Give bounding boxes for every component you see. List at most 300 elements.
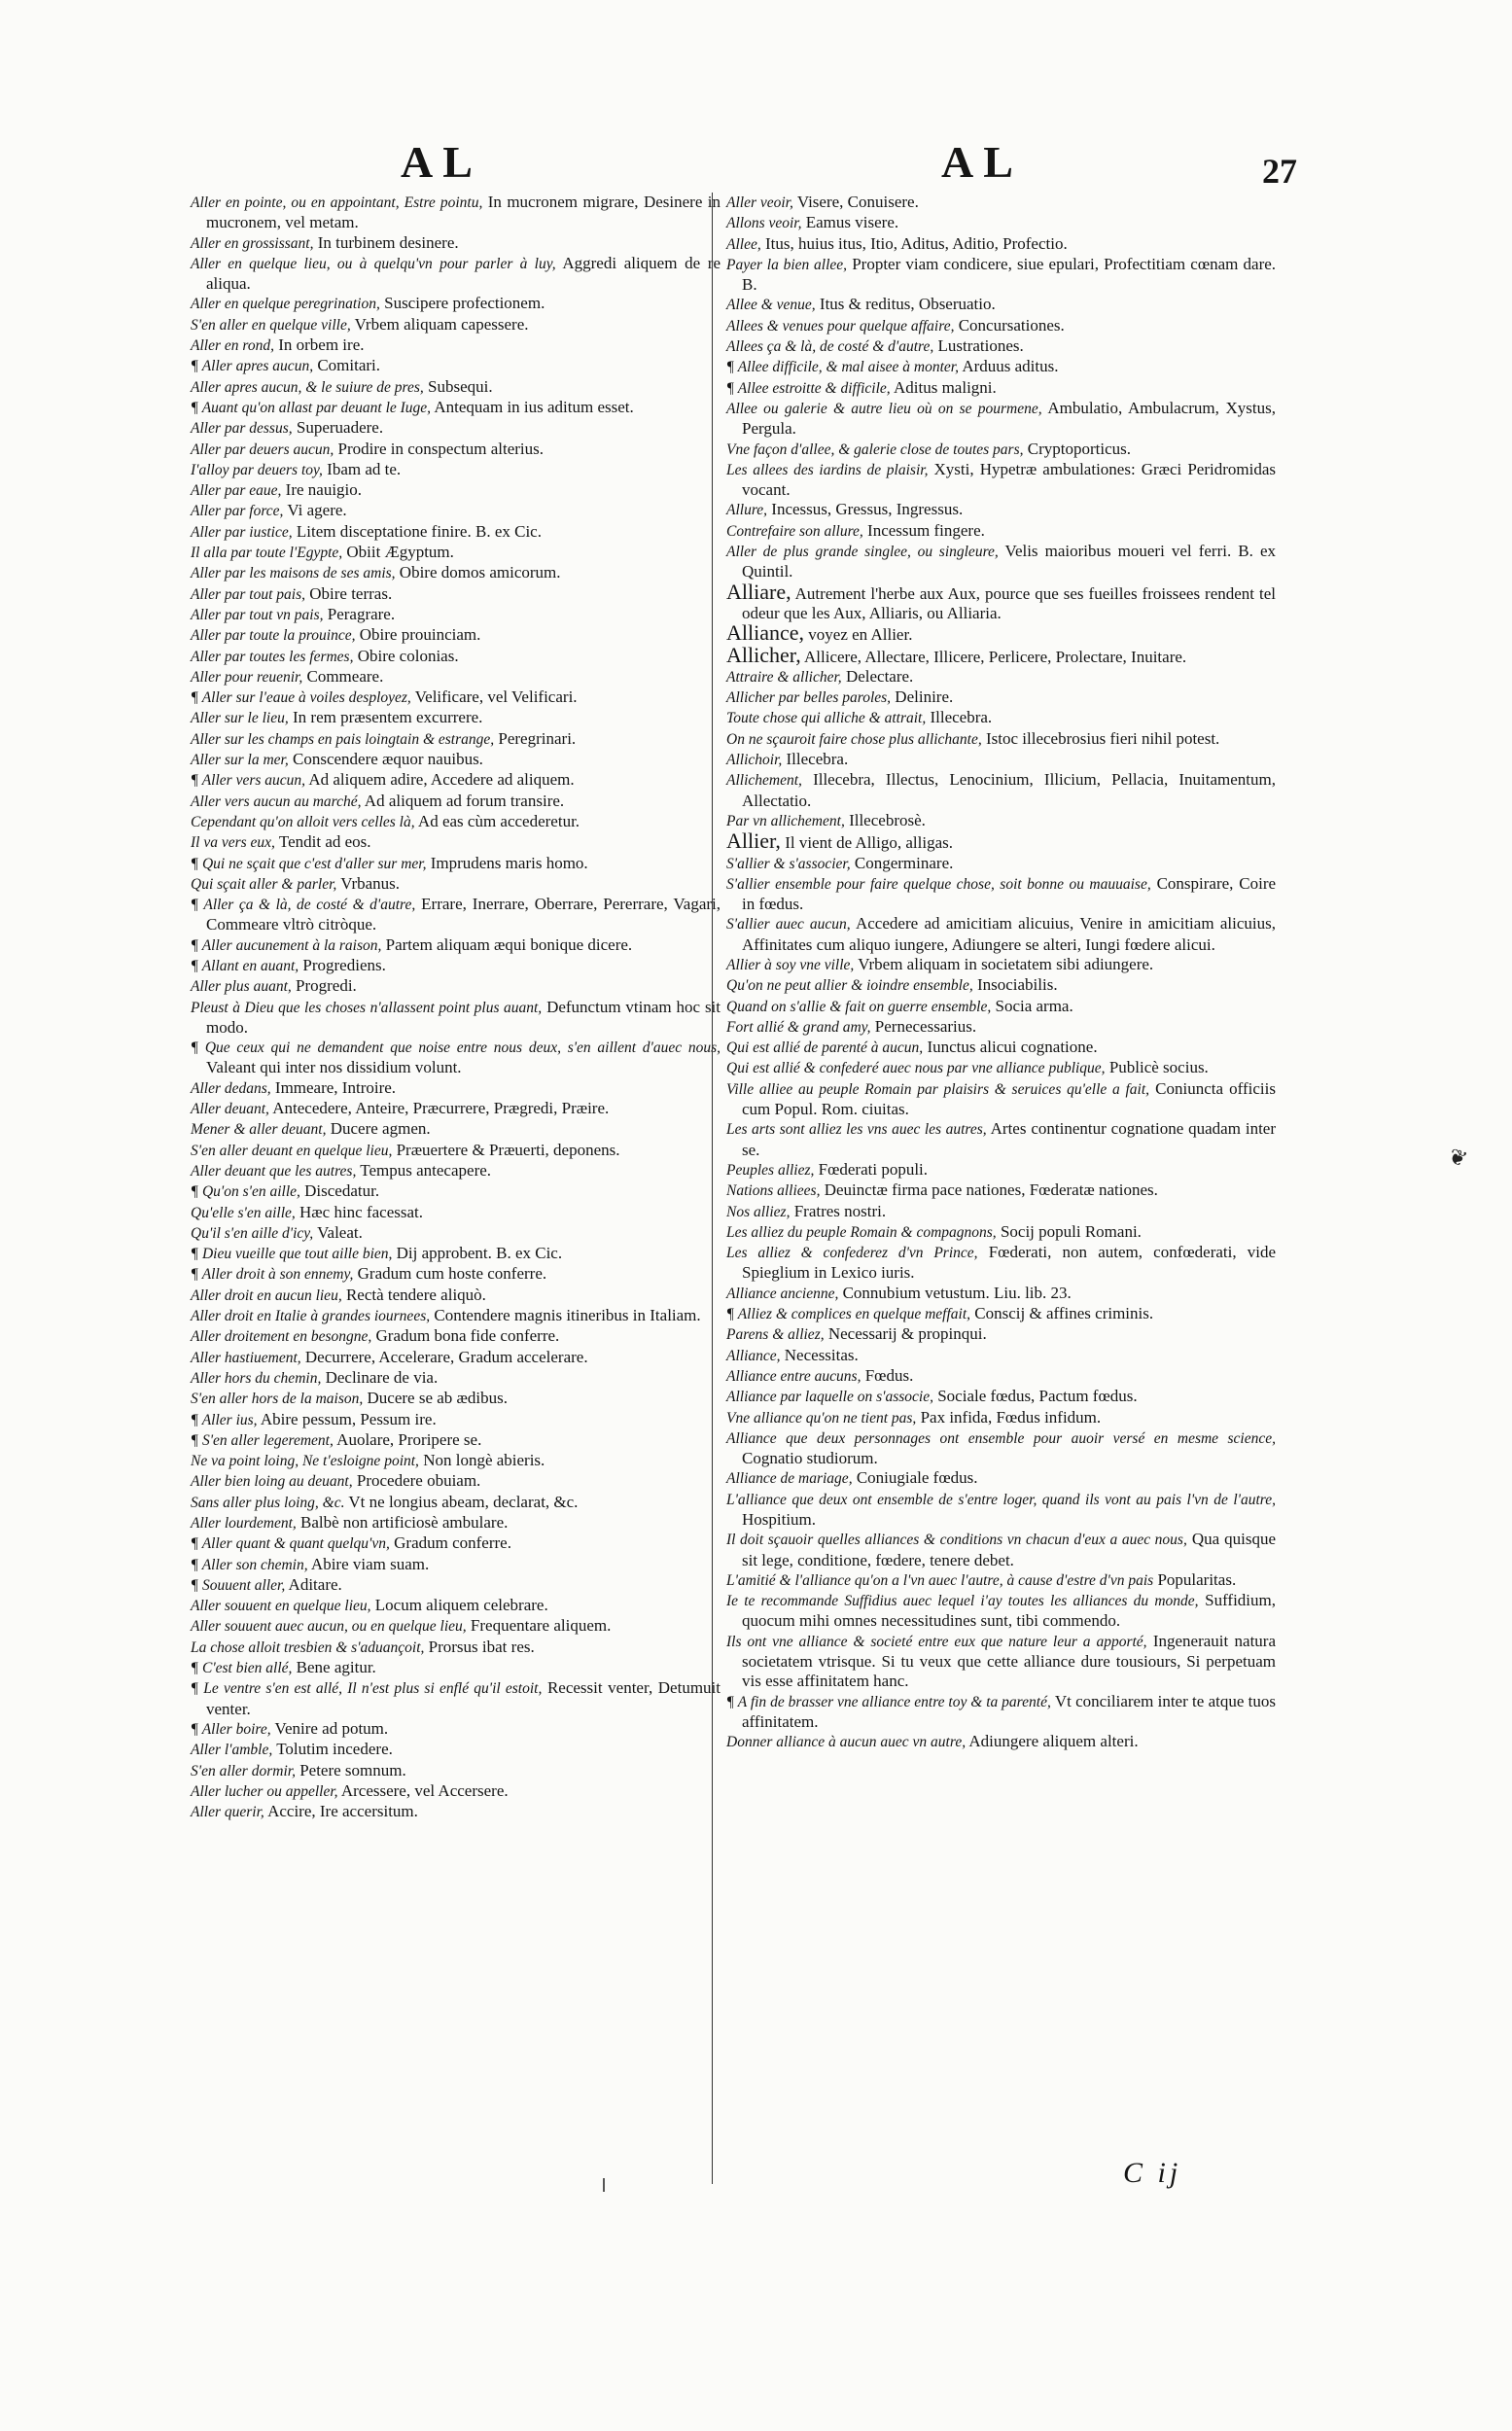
entry-latin: Peregrinari. xyxy=(498,728,577,748)
entry-french: Aller hastiuement, xyxy=(191,1349,301,1366)
entry-latin: Bene agitur. xyxy=(296,1658,376,1677)
entry-french: Aller en pointe, ou en appointant, Estre pointu, xyxy=(191,194,483,211)
dictionary-entry xyxy=(191,1781,721,1802)
dictionary-entry xyxy=(726,378,1276,399)
entry-latin: Errare, Inerrare, Oberrare, Pererrare, Vagari, Commeare vltrò citròque. xyxy=(206,895,721,934)
entry-latin: Declinare de via. xyxy=(325,1367,439,1387)
dictionary-entry xyxy=(191,1719,721,1740)
dictionary-entry xyxy=(726,1387,1276,1407)
entry-latin: Auolare, Proripere se. xyxy=(336,1429,482,1449)
entry-french: S'en aller deuant en quelque lieu, xyxy=(191,1142,393,1159)
entry-latin: Itus & reditus, Obseruatio. xyxy=(819,295,996,314)
dictionary-entry xyxy=(726,1632,1276,1692)
entry-french: Aller sur la mer, xyxy=(191,752,289,769)
dictionary-entry xyxy=(191,998,721,1039)
entry-latin: Incessum fingere. xyxy=(867,520,985,540)
entry-french: Aller veoir, xyxy=(726,194,793,211)
dictionary-entry xyxy=(191,233,721,254)
entry-latin: Antequam in ius aditum esset. xyxy=(434,397,634,416)
signature-mark: C ij xyxy=(1123,2157,1182,2189)
dictionary-entry xyxy=(726,1692,1276,1733)
entry-french: Aller par eaue, xyxy=(191,482,282,500)
entry-latin: Ire nauigio. xyxy=(285,480,363,500)
dictionary-entry xyxy=(726,579,1277,624)
entry-french: Aller par toute la prouince, xyxy=(191,627,356,645)
dictionary-entry xyxy=(726,770,1276,811)
dictionary-entry xyxy=(191,1802,721,1822)
entry-latin: Incessus, Gressus, Ingressus. xyxy=(771,500,964,519)
entry-french: L'amitié & l'alliance qu'on a l'vn auec l'autre, à cause d'estre d'vn pais xyxy=(726,1571,1154,1589)
entry-latin: Litem disceptatione finire. B. ex Cic. xyxy=(296,521,542,541)
dictionary-entry xyxy=(726,828,1276,854)
entry-french: ¶ Aller quant & quant quelqu'vn, xyxy=(191,1535,390,1553)
entry-french: ¶ S'en aller legerement, xyxy=(191,1431,334,1449)
dictionary-entry xyxy=(191,460,721,480)
entry-latin: Illecebra. xyxy=(786,750,849,769)
entry-french: Alliance ancienne, xyxy=(726,1285,839,1302)
dictionary-entry xyxy=(726,708,1276,728)
dictionary-entry xyxy=(726,687,1276,708)
entry-latin: Necessitas. xyxy=(784,1345,859,1364)
entry-french: ¶ Aller droit à son ennemy, xyxy=(191,1266,354,1284)
entry-french: Aller droitement en besongne, xyxy=(191,1328,372,1346)
entry-latin: Xysti, Hypetræ ambulationes: Græci Peridromidas vocant. xyxy=(742,459,1277,500)
dictionary-entry xyxy=(191,193,721,233)
entry-latin: Fratres nostri. xyxy=(793,1201,887,1220)
entry-latin: Ducere se ab ædibus. xyxy=(367,1389,508,1408)
dictionary-entry xyxy=(726,1222,1276,1243)
entry-french: Mener & aller deuant, xyxy=(191,1121,327,1139)
entry-french: Alliare, xyxy=(726,579,791,604)
entry-french: Il va vers eux, xyxy=(191,834,275,852)
entry-latin: Qua quisque sit lege, conditione, fœdere, tenere debet. xyxy=(742,1530,1276,1569)
entry-french: Qu'il s'en aille d'icy, xyxy=(191,1224,314,1242)
dictionary-entry xyxy=(191,522,721,543)
entry-latin: Partem aliquam æqui bonique dicere. xyxy=(385,934,633,954)
entry-latin: Socia arma. xyxy=(995,996,1073,1015)
dictionary-entry xyxy=(191,854,721,874)
entry-latin: Contendere magnis itineribus in Italiam. xyxy=(434,1306,701,1325)
dictionary-entry xyxy=(191,1306,721,1326)
entry-french: ¶ C'est bien allé, xyxy=(191,1660,293,1677)
entry-latin: Velificare, vel Velificari. xyxy=(414,687,578,707)
entry-french: ¶ Aller sur l'eaue à voiles desployez, xyxy=(191,689,411,707)
entry-french: ¶ Allee estroitte & difficile, xyxy=(726,379,891,397)
entry-latin: Propter viam condicere, siue epulari, Profectitiam cœnam dare. B. xyxy=(742,254,1277,295)
entry-french: Aller deuant que les autres, xyxy=(191,1162,357,1180)
entry-latin: Visere, Conuisere. xyxy=(796,193,919,211)
dictionary-entry xyxy=(191,377,721,398)
entry-latin: Tempus antecapere. xyxy=(360,1160,492,1180)
entry-french: ¶ Souuent aller, xyxy=(191,1576,286,1594)
entry-latin: Istoc illecebrosius fieri nihil potest. xyxy=(986,728,1220,748)
entry-french: S'en aller dormir, xyxy=(191,1762,296,1779)
entry-french: Toute chose qui alliche & attrait, xyxy=(726,710,927,727)
entry-french: S'en aller hors de la maison, xyxy=(191,1391,364,1408)
dictionary-entry xyxy=(191,1575,721,1596)
entry-french: Qui sçait aller & parler, xyxy=(191,875,337,893)
entry-french: Aller bien loing au deuant, xyxy=(191,1473,353,1491)
dictionary-entry xyxy=(191,1244,721,1264)
dictionary-entry xyxy=(726,399,1276,440)
dictionary-entry xyxy=(191,254,721,295)
entry-latin: Gradum conferre. xyxy=(394,1533,511,1553)
entry-french: Alliance, xyxy=(726,620,805,646)
entry-latin: Vrbem aliquam in societatem sibi adiungere. xyxy=(858,954,1154,973)
entry-latin: Vrbem aliquam capessere. xyxy=(354,314,529,334)
dictionary-entry xyxy=(726,1304,1276,1324)
entry-latin: Subsequi. xyxy=(428,376,493,396)
entry-french: Les alliez du peuple Romain & compagnons, xyxy=(726,1223,997,1241)
dictionary-entry xyxy=(726,255,1276,296)
dictionary-entry xyxy=(191,1740,721,1760)
dictionary-entry xyxy=(191,708,721,728)
entry-latin: Fœderati populi. xyxy=(818,1159,929,1179)
entry-latin: Delectare. xyxy=(845,666,914,686)
dictionary-entry xyxy=(191,1286,721,1306)
dictionary-entry xyxy=(726,620,1276,646)
entry-french: Allee & venue, xyxy=(726,297,816,314)
entry-french: Aller deuant, xyxy=(191,1101,269,1118)
entry-french: Aller apres aucun, & le suiure de pres, xyxy=(191,378,424,396)
entry-french: Quand on s'allie & fait on guerre ensemble, xyxy=(726,998,992,1015)
entry-french: Alliance que deux personnages ont ensemble pour auoir versé en mesme science, xyxy=(726,1429,1276,1447)
entry-french: Aller par deuers aucun, xyxy=(191,440,334,458)
entry-french: Il doit sçauoir quelles alliances & conditions vn chacun d'eux a auec nous, xyxy=(726,1532,1187,1549)
dictionary-entry xyxy=(726,1346,1276,1366)
entry-latin: Congerminare. xyxy=(854,853,954,872)
entry-french: Les allees des iardins de plaisir, xyxy=(726,461,929,478)
entry-latin: Progrediens. xyxy=(302,955,386,974)
entry-latin: Vrbanus. xyxy=(340,873,401,893)
dictionary-entry xyxy=(191,1223,721,1244)
dictionary-entry xyxy=(726,1180,1276,1201)
right-column xyxy=(712,193,1276,2184)
entry-french: Aller lucher ou appeller, xyxy=(191,1782,338,1800)
entry-french: Aller querir, xyxy=(191,1804,264,1821)
dictionary-entry xyxy=(191,792,721,812)
dictionary-entry xyxy=(726,295,1276,315)
dictionary-entry xyxy=(191,335,721,356)
entry-french: Aller plus auant, xyxy=(191,978,292,996)
entry-french: On ne sçauroit faire chose plus allichante, xyxy=(726,730,982,748)
dictionary-entry xyxy=(191,1638,721,1658)
entry-french: Aller lourdement, xyxy=(191,1515,297,1532)
entry-latin: Arduus aditus. xyxy=(962,357,1059,376)
dictionary-entry xyxy=(726,1038,1276,1058)
entry-french: S'allier auec aucun, xyxy=(726,916,851,934)
entry-french: Allicher par belles paroles, xyxy=(726,689,892,707)
entry-french: Aller en rond, xyxy=(191,337,274,355)
entry-latin: Eamus visere. xyxy=(805,213,899,232)
entry-latin: Non longè abieris. xyxy=(423,1451,545,1470)
dictionary-entry xyxy=(726,1160,1276,1180)
entry-latin: Ad aliquem ad forum transire. xyxy=(364,791,565,810)
entry-latin: Petere somnum. xyxy=(299,1760,406,1779)
entry-french: Allees & venues pour quelque affaire, xyxy=(726,317,955,335)
entry-french: Nations alliees, xyxy=(726,1182,821,1200)
entry-latin: Accedere ad amicitiam alicuius, Venire in amicitiam alicuius, Affinitates cum aliquo iungere, Adiungere se alteri, Iungi fœdere alicui. xyxy=(742,914,1276,954)
entry-latin: Præuertere & Præuerti, deponens. xyxy=(396,1140,620,1159)
dictionary-entry xyxy=(191,956,721,976)
entry-latin: Cognatio studiorum. xyxy=(742,1449,878,1468)
dictionary-entry xyxy=(191,895,721,935)
entry-french: Aller droit en Italie à grandes iournees, xyxy=(191,1308,431,1325)
entry-french: Il alla par toute l'Egypte, xyxy=(191,545,343,562)
entry-latin: Decurrere, Accelerare, Gradum accelerare. xyxy=(304,1347,588,1366)
dictionary-entry xyxy=(191,563,721,583)
entry-latin: Vi agere. xyxy=(287,501,347,520)
entry-french: La chose alloit tresbien & s'aduançoit, xyxy=(191,1638,425,1656)
dictionary-entry xyxy=(726,667,1276,687)
entry-french: Ne va point loing, Ne t'esloigne point, xyxy=(191,1453,419,1470)
entry-french: Allees ça & là, de costé & d'autre, xyxy=(726,338,934,356)
entry-latin: Ducere agmen. xyxy=(330,1119,431,1139)
entry-french: S'allier ensemble pour faire quelque chose, soit bonne ou mauuaise, xyxy=(726,875,1151,893)
entry-french: Aller dedans, xyxy=(191,1079,271,1097)
entry-latin: Commeare. xyxy=(306,666,384,686)
dictionary-entry xyxy=(191,1513,721,1533)
entry-french: Allicher, xyxy=(726,642,801,667)
dictionary-entry xyxy=(191,294,721,314)
dictionary-entry xyxy=(191,1471,721,1492)
entry-latin: Illecebra, Illectus, Lenocinium, Illicium, Pellacia, Inuitamentum, Allectatio. xyxy=(742,770,1276,810)
dictionary-entry xyxy=(191,543,721,563)
entry-latin: Prodire in conspectum alterius. xyxy=(337,439,544,458)
entry-latin: Velis maioribus moueri vel ferri. B. ex Quintil. xyxy=(742,542,1276,581)
dictionary-entry xyxy=(726,193,1276,213)
dictionary-entry xyxy=(191,356,721,376)
entry-french: Alliance, xyxy=(726,1347,781,1364)
entry-latin: Superuadere. xyxy=(296,418,384,438)
entry-french: Ie te recommande Suffidius auec lequel i'ay toutes les alliances du monde, xyxy=(726,1593,1199,1610)
dictionary-entry xyxy=(726,1058,1276,1078)
entry-french: Aller souuent en quelque lieu, xyxy=(191,1598,371,1615)
dictionary-entry xyxy=(191,418,721,439)
dictionary-entry xyxy=(191,1616,721,1637)
dictionary-entry xyxy=(191,935,721,956)
entry-french: ¶ Allant en auant, xyxy=(191,957,299,974)
dictionary-entry xyxy=(726,1408,1276,1428)
entry-french: Peuples alliez, xyxy=(726,1161,815,1179)
dictionary-entry xyxy=(726,1732,1276,1752)
entry-french: ¶ Aller son chemin, xyxy=(191,1556,308,1573)
entry-latin: Adiungere aliquem alteri. xyxy=(968,1732,1139,1751)
entry-latin: Dij approbent. B. ex Cic. xyxy=(396,1244,563,1263)
dictionary-entry xyxy=(191,1348,721,1368)
page-number: 27 xyxy=(1262,152,1297,191)
entry-french: Payer la bien allee, xyxy=(726,256,848,273)
dictionary-entry xyxy=(191,1555,721,1575)
entry-french: Fort allié & grand amy, xyxy=(726,1018,871,1036)
entry-latin: Abire pessum, Pessum ire. xyxy=(260,1409,437,1428)
entry-latin: Frequentare aliquem. xyxy=(470,1616,612,1636)
dictionary-entry xyxy=(191,584,721,605)
entry-latin: Conscij & affines criminis. xyxy=(974,1304,1154,1323)
entry-french: ¶ Qui ne sçait que c'est d'aller sur mer, xyxy=(191,855,427,872)
entry-latin: Coniugiale fœdus. xyxy=(856,1468,978,1488)
entry-french: Qu'on ne peut allier & ioindre ensemble, xyxy=(726,977,973,995)
dictionary-entry xyxy=(726,357,1276,377)
dictionary-entry xyxy=(191,1326,721,1347)
entry-french: L'alliance que deux ont ensemble de s'entre loger, quand ils vont au pais l'vn de l'autre, xyxy=(726,1491,1276,1508)
dictionary-entry xyxy=(726,642,1276,667)
entry-french: S'en aller en quelque ville, xyxy=(191,316,351,334)
dictionary-entry xyxy=(726,975,1276,996)
entry-latin: In rem præsentem excurrere. xyxy=(293,708,483,727)
entry-french: Aller hors du chemin, xyxy=(191,1369,322,1387)
entry-latin: Obire terras. xyxy=(309,583,393,603)
dictionary-entry xyxy=(191,1658,721,1678)
entry-latin: Aditus maligni. xyxy=(893,377,997,397)
dictionary-entry xyxy=(191,1493,721,1513)
dictionary-entry xyxy=(726,1079,1276,1120)
entry-french: Allier à soy vne ville, xyxy=(726,956,855,973)
entry-french: ¶ Aller ius, xyxy=(191,1411,258,1428)
dictionary-entry xyxy=(726,1243,1276,1284)
entry-french: Parens & alliez, xyxy=(726,1326,825,1344)
dictionary-entry xyxy=(191,1368,721,1389)
entry-french: ¶ Aller aucunement à la raison, xyxy=(191,936,382,954)
entry-french: Aller par iustice, xyxy=(191,523,293,541)
entry-latin: Valeat. xyxy=(317,1222,363,1242)
entry-french: Aller par dessus, xyxy=(191,420,293,438)
entry-latin: Allicere, Allectare, Illicere, Perlicere, Prolectare, Inuitare. xyxy=(804,647,1187,666)
entry-latin: Gradum cum hoste conferre. xyxy=(357,1264,547,1284)
entry-french: Ville alliee au peuple Romain par plaisirs & seruices qu'elle a fait, xyxy=(726,1080,1150,1098)
entry-latin: Defunctum vtinam hoc sit modo. xyxy=(206,997,721,1037)
entry-latin: Locum aliquem celebrare. xyxy=(374,1596,548,1615)
entry-french: Les alliez & confederez d'vn Prince, xyxy=(726,1245,978,1262)
dictionary-entry xyxy=(191,1264,721,1285)
entry-french: Allee ou galerie & autre lieu où on se pourmene, xyxy=(726,400,1042,417)
entry-french: ¶ Aller vers aucun, xyxy=(191,772,306,790)
dictionary-entry xyxy=(726,997,1276,1017)
entry-latin: Obire prouinciam. xyxy=(359,625,481,645)
entry-latin: Popularitas. xyxy=(1157,1569,1237,1589)
entry-french: Aller pour reuenir, xyxy=(191,668,303,686)
entry-latin: Gradum bona fide conferre. xyxy=(375,1326,560,1346)
dictionary-entry xyxy=(191,1099,721,1119)
dictionary-entry xyxy=(191,1761,721,1781)
dictionary-entry xyxy=(726,336,1276,357)
entry-latin: Artes continentur cognatione quadam inter se. xyxy=(742,1119,1277,1159)
entry-latin: In turbinem desinere. xyxy=(317,232,459,252)
entry-latin: Abire viam suam. xyxy=(310,1554,430,1573)
entry-french: ¶ A fin de brasser vne alliance entre toy & ta parenté, xyxy=(726,1693,1051,1710)
entry-latin: Procedere obuiam. xyxy=(356,1471,481,1491)
dictionary-entry xyxy=(191,1181,721,1202)
dictionary-entry xyxy=(726,213,1276,233)
dictionary-entry xyxy=(191,1451,721,1471)
entry-latin: Valeant qui inter nos dissidium volunt. xyxy=(206,1058,462,1077)
entry-french: Aller droit en aucun lieu, xyxy=(191,1286,342,1304)
dictionary-entry xyxy=(726,234,1276,255)
entry-latin: Prorsus ibat res. xyxy=(428,1637,535,1656)
dictionary-entry xyxy=(191,874,721,895)
entry-french: Aller par toutes les fermes, xyxy=(191,648,354,665)
entry-french: ¶ Aller ça & là, de costé & d'autre, xyxy=(191,897,416,914)
entry-latin: Ad aliquem adire, Accedere ad aliquem. xyxy=(308,770,575,790)
entry-french: Vne façon d'allee, & galerie close de toutes pars, xyxy=(726,440,1024,458)
entry-french: ¶ Aller boire, xyxy=(191,1720,271,1738)
entry-french: Aller vers aucun au marché, xyxy=(191,793,362,810)
entry-french: Alliance de mariage, xyxy=(726,1470,853,1488)
entry-latin: Suscipere profectionem. xyxy=(384,294,545,313)
dictionary-entry xyxy=(191,1430,721,1451)
dictionary-entry xyxy=(191,1389,721,1409)
entry-french: ¶ Que ceux qui ne demandent que noise entre nous deux, s'en aillent d'auec nous, xyxy=(191,1039,721,1057)
entry-french: Aller souuent auec aucun, ou en quelque lieu, xyxy=(191,1618,467,1636)
entry-french: Aller par tout pais, xyxy=(191,585,305,603)
dictionary-entry xyxy=(191,1596,721,1616)
dictionary-entry xyxy=(191,625,721,646)
dictionary-entry xyxy=(191,440,721,460)
entry-latin: Discedatur. xyxy=(304,1181,380,1201)
entry-french: Aller en quelque lieu, ou à quelqu'vn pour parler à luy, xyxy=(191,255,556,272)
entry-latin: Illecebra. xyxy=(930,708,993,727)
entry-french: ¶ Le ventre s'en est allé, Il n'est plus si enflé qu'il estoit, xyxy=(191,1680,543,1698)
left-column xyxy=(191,193,721,1822)
dictionary-entry xyxy=(726,521,1276,542)
dictionary-entry xyxy=(191,1678,721,1719)
entry-french: Aller par force, xyxy=(191,503,284,520)
entry-latin: Connubium vetustum. Liu. lib. 23. xyxy=(842,1283,1072,1302)
dictionary-entry xyxy=(726,440,1276,460)
entry-french: Ils ont vne alliance & societé entre eux que nature leur a apporté, xyxy=(726,1633,1147,1650)
entry-french: Aller l'amble, xyxy=(191,1742,273,1759)
entry-latin: Iunctus alicui cognatione. xyxy=(927,1038,1098,1057)
entry-french: Nos alliez, xyxy=(726,1203,791,1220)
entry-french: S'allier & s'associer, xyxy=(726,855,851,872)
dictionary-entry xyxy=(726,914,1276,955)
entry-latin: Accire, Ire accersitum. xyxy=(267,1802,418,1821)
entry-latin: Antecedere, Anteire, Præcurrere, Prægredi, Præire. xyxy=(272,1099,610,1118)
dictionary-entry xyxy=(726,874,1276,915)
entry-latin: Comitari. xyxy=(317,356,381,375)
entry-latin: Immeare, Introire. xyxy=(274,1077,397,1097)
dictionary-entry xyxy=(191,501,721,521)
dictionary-entry xyxy=(191,1533,721,1554)
entry-latin: Fœdus. xyxy=(864,1365,914,1385)
running-head-left: AL xyxy=(401,137,482,187)
entry-latin: Peragrare. xyxy=(327,604,396,623)
dictionary-entry xyxy=(726,1202,1276,1222)
entry-french: Alliance par laquelle on s'associe, xyxy=(726,1389,933,1406)
dictionary-entry xyxy=(726,955,1276,975)
entry-latin: Obire colonias. xyxy=(357,646,459,665)
dictionary-entry xyxy=(191,687,721,708)
entry-french: ¶ Alliez & complices en quelque meffait, xyxy=(726,1306,971,1323)
entry-french: ¶ Auant qu'on allast par deuant le Iuge, xyxy=(191,399,432,416)
entry-latin: Vt ne longius abeam, declarat, &c. xyxy=(348,1492,579,1511)
entry-latin: Aditare. xyxy=(288,1574,342,1594)
dictionary-entry xyxy=(191,1119,721,1140)
entry-french: ¶ Allee difficile, & mal aisee à monter, xyxy=(726,359,959,376)
entry-french: Cependant qu'on alloit vers celles là, xyxy=(191,813,415,830)
entry-latin: Obiit Ægyptum. xyxy=(346,543,454,562)
entry-french: Aller en quelque peregrination, xyxy=(191,296,380,313)
entry-latin: Vt conciliarem inter te atque tuos affinitatem. xyxy=(742,1691,1277,1731)
dictionary-entry xyxy=(191,812,721,832)
entry-latin: Obire domos amicorum. xyxy=(399,563,561,582)
dictionary-entry xyxy=(191,315,721,335)
entry-latin: Coniuncta officiis cum Popul. Rom. ciuitas. xyxy=(742,1078,1276,1119)
dictionary-entry xyxy=(726,542,1276,582)
printer-mark xyxy=(603,2178,605,2192)
dictionary-entry xyxy=(191,1038,721,1078)
dictionary-entry xyxy=(191,1078,721,1099)
